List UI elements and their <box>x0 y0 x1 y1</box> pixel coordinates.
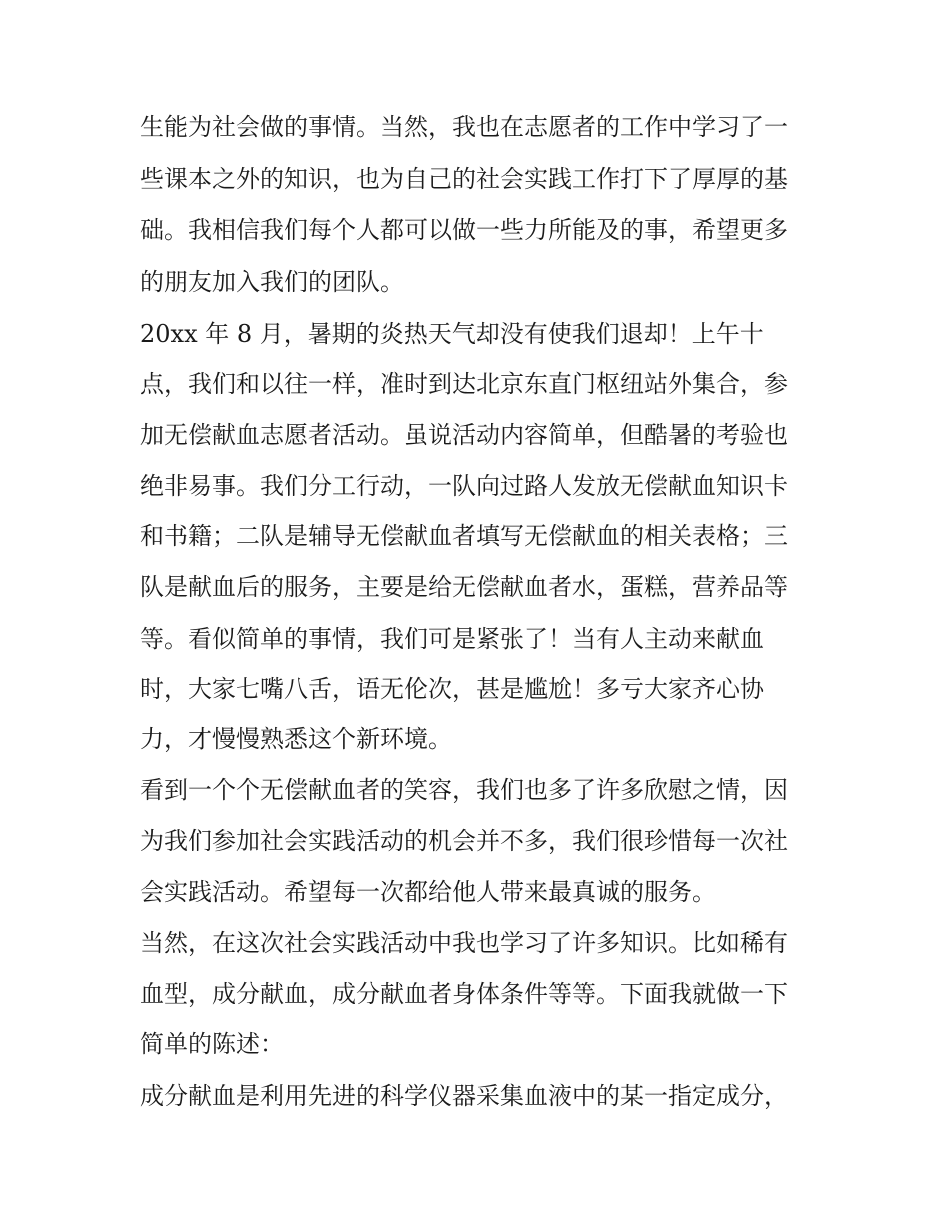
text-line: 20xx 年 8 月，暑期的炎热天气却没有使我们退却！上午十 <box>140 320 764 348</box>
text-line: 础。我相信我们每个人都可以做一些力所能及的事，希望更多 <box>140 216 788 244</box>
text-line: 等。看似简单的事情，我们可是紧张了！当有人主动来献血 <box>140 625 764 653</box>
text-line: 为我们参加社会实践活动的机会并不多，我们很珍惜每一次社 <box>140 827 788 855</box>
text-line: 成分献血是利用先进的科学仪器采集血液中的某一指定成分， <box>140 1082 788 1110</box>
text-line: 些课本之外的知识，也为自己的社会实践工作打下了厚厚的基 <box>140 165 788 193</box>
text-line: 队是献血后的服务，主要是给无偿献血者水，蛋糕，营养品等 <box>140 573 788 601</box>
text-line: 力，才慢慢熟悉这个新环境。 <box>140 725 452 753</box>
text-line: 看到一个个无偿献血者的笑容，我们也多了许多欣慰之情，因 <box>140 776 788 804</box>
text-line: 时，大家七嘴八舌，语无伦次，甚是尴尬！多亏大家齐心协 <box>140 675 764 703</box>
text-line: 会实践活动。希望每一次都给他人带来最真诚的服务。 <box>140 878 716 906</box>
text-line: 加无偿献血志愿者活动。虽说活动内容简单，但酷暑的考验也 <box>140 421 788 449</box>
text-line: 和书籍；二队是辅导无偿献血者填写无偿献血的相关表格；三 <box>140 522 788 550</box>
text-line: 简单的陈述： <box>140 1030 284 1058</box>
text-line: 点，我们和以往一样，准时到达北京东直门枢纽站外集合，参 <box>140 370 788 398</box>
text-line: 生能为社会做的事情。当然，我也在志愿者的工作中学习了一 <box>140 113 788 141</box>
text-line: 的朋友加入我们的团队。 <box>140 268 404 296</box>
text-line: 当然，在这次社会实践活动中我也学习了许多知识。比如稀有 <box>140 929 788 957</box>
text-line: 血型，成分献血，成分献血者身体条件等等。下面我就做一下 <box>140 980 788 1008</box>
text-line: 绝非易事。我们分工行动，一队向过路人发放无偿献血知识卡 <box>140 472 788 500</box>
